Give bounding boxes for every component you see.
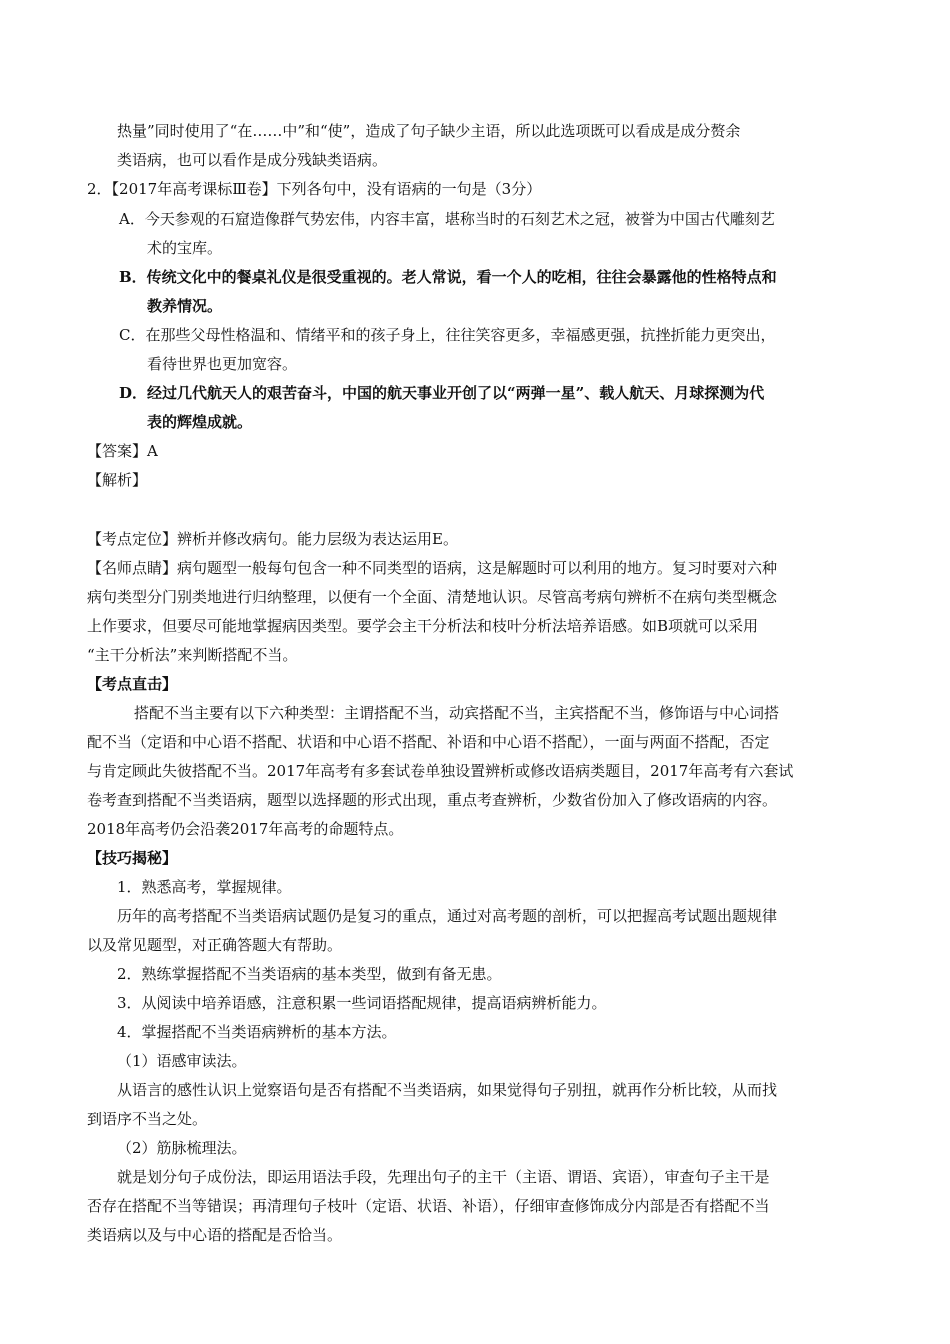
- option-b-line-1: B．传统文化中的餐桌礼仪是很受重视的。老人常说，看一个人的吃相，往往会暴露他的性格特点和: [119, 268, 777, 286]
- jiqiao-item-2: 2．熟练掌握搭配不当类语病的基本类型，做到有备无患。: [117, 965, 502, 983]
- mingshi-line-1: 【名师点睛】病句题型一般每句包含一种不同类型的语病，这是解题时可以利用的地方。复习时要对六种: [87, 559, 778, 577]
- mingshi-line-2: 病句类型分门别类地进行归纳整理，以便有一个全面、清楚地认识。尽管高考病句辨析不在病句类型概念: [87, 588, 778, 606]
- option-d-line-2: 表的辉煌成就。: [147, 413, 253, 431]
- intro-line-1: 热量”同时使用了“在……中”和“使”，造成了句子缺少主语，所以此选项既可以看成是成分赘余: [117, 122, 741, 140]
- zhiji-line-3: 与肯定顾此失彼搭配不当。2017年高考有多套试卷单独设置辨析或修改语病类题目，2017年高考有六套试: [87, 762, 794, 780]
- intro-line-2: 类语病，也可以看作是成分残缺类语病。: [117, 151, 388, 169]
- zhiji-line-2: 配不当（定语和中心语不搭配、状语和中心语不搭配、补语和中心语不搭配），一面与两面不搭配，否定: [87, 733, 770, 751]
- analysis-heading: 【解析】: [87, 471, 148, 489]
- jiqiao-heading: 【技巧揭秘】: [87, 849, 178, 867]
- option-d-line-1: D．经过几代航天人的艰苦奋斗，中国的航天事业开创了以“两弹一星”、载人航天、月球探测为代: [119, 384, 765, 402]
- jiqiao-item-4: 4．掌握搭配不当类语病辨析的基本方法。: [117, 1023, 397, 1041]
- jiqiao-para-3-line-2: 否存在搭配不当等错误；再清理句子枝叶（定语、状语、补语），仔细审查修饰成分内部是否有搭配不当: [87, 1197, 770, 1215]
- zhiji-line-4: 卷考查到搭配不当类语病，题型以选择题的形式出现，重点考查辨析，少数省份加入了修改语病的内容。: [87, 791, 778, 809]
- mingshi-line-4: “主干分析法”来判断搭配不当。: [87, 646, 298, 664]
- jiqiao-para-2-line-1: 从语言的感性认识上觉察语句是否有搭配不当类语病，如果觉得句子别扭，就再作分析比较，从而找: [117, 1081, 778, 1099]
- jiqiao-para-1-line-1: 历年的高考搭配不当类语病试题仍是复习的重点，通过对高考题的剖析，可以把握高考试题出题规律: [117, 907, 778, 925]
- jiqiao-para-3-line-3: 类语病以及与中心语的搭配是否恰当。: [87, 1226, 343, 1244]
- zhiji-line-1: 搭配不当主要有以下六种类型：主谓搭配不当，动宾搭配不当，主宾搭配不当，修饰语与中心词搭: [134, 704, 780, 722]
- jiqiao-method-2: （2）筋脉梳理法。: [117, 1139, 247, 1157]
- jiqiao-para-2-line-2: 到语序不当之处。: [87, 1110, 208, 1128]
- kaodian-dingwei: 【考点定位】辨析并修改病句。能力层级为表达运用E。: [87, 530, 458, 548]
- option-a-line-2: 术的宝库。: [147, 239, 223, 257]
- jiqiao-para-3-line-1: 就是划分句子成份法，即运用语法手段，先理出句子的主干（主语、谓语、宾语），审查句子主干是: [117, 1168, 770, 1186]
- option-c-line-2: 看待世界也更加宽容。: [147, 355, 298, 373]
- answer: 【答案】A: [87, 442, 158, 460]
- jiqiao-item-3: 3．从阅读中培养语感，注意积累一些词语搭配规律，提高语病辨析能力。: [117, 994, 607, 1012]
- zhiji-line-5: 2018年高考仍会沿袭2017年高考的命题特点。: [87, 820, 404, 838]
- question-2: 2．【2017年高考课标Ⅲ卷】下列各句中，没有语病的一句是（3分）: [87, 180, 542, 198]
- option-c-line-1: C．在那些父母性格温和、情绪平和的孩子身上，往往笑容更多，幸福感更强，抗挫折能力更突出，: [119, 326, 776, 344]
- option-b-line-2: 教养情况。: [147, 297, 223, 315]
- jiqiao-para-1-line-2: 以及常见题型，对正确答题大有帮助。: [87, 936, 343, 954]
- mingshi-line-3: 上作要求，但要尽可能地掌握病因类型。要学会主干分析法和枝叶分析法培养语感。如B项就可以采用: [87, 617, 759, 635]
- jiqiao-method-1: （1）语感审读法。: [117, 1052, 247, 1070]
- zhiji-heading: 【考点直击】: [87, 675, 178, 693]
- option-a-line-1: A．今天参观的石窟造像群气势宏伟，内容丰富，堪称当时的石刻艺术之冠，被誉为中国古代雕刻艺: [119, 210, 775, 228]
- jiqiao-item-1: 1．熟悉高考，掌握规律。: [117, 878, 292, 896]
